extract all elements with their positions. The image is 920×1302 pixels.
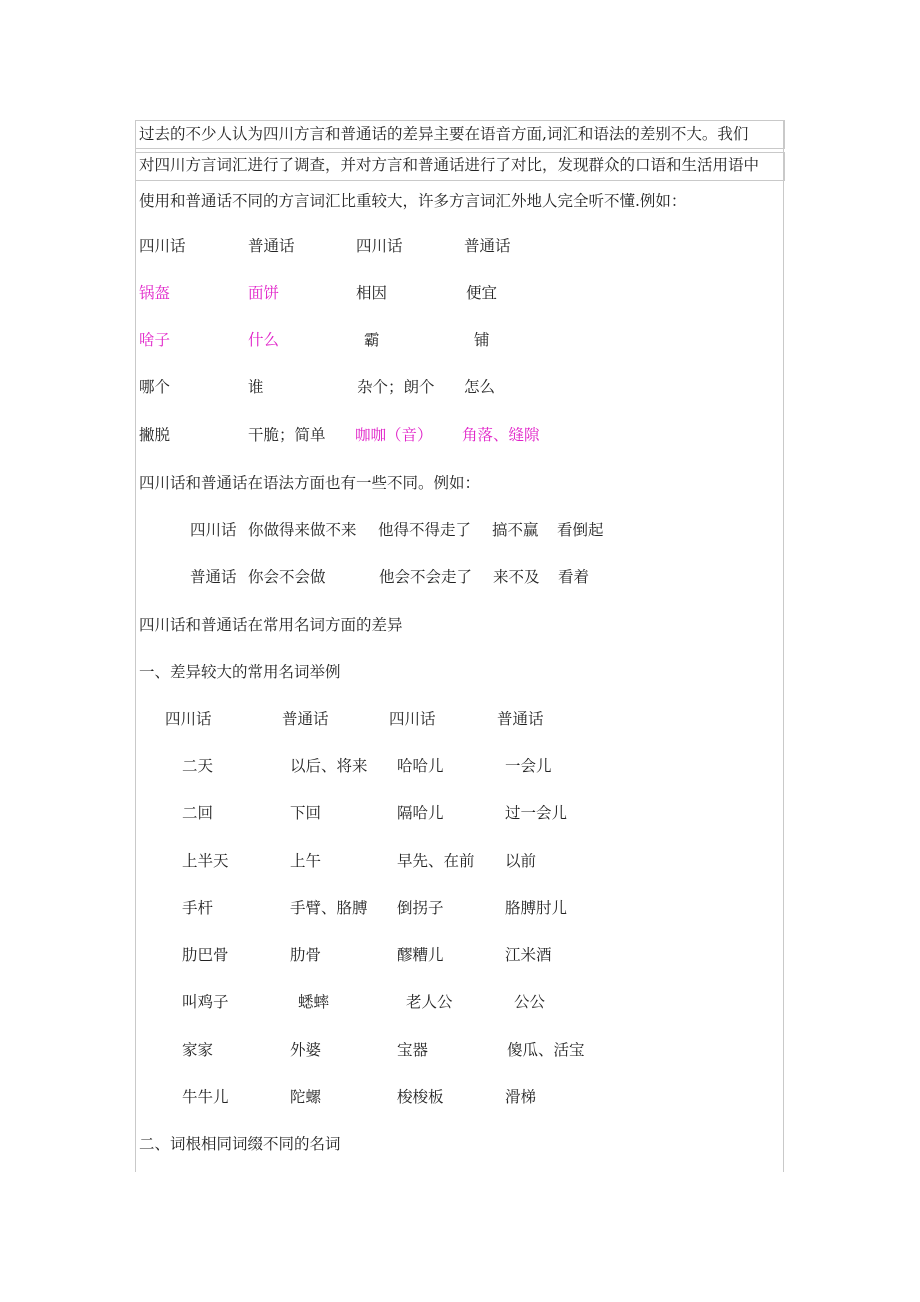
- noun-cell: 陀螺: [290, 1088, 322, 1106]
- grammar-sichuan-label: 四川话: [190, 521, 237, 539]
- intro-line-3: 使用和普通话不同的方言词汇比重较大，许多方言词汇外地人完全听不懂.例如：: [139, 192, 687, 210]
- vocab-header-putonghua-2: 普通话: [464, 237, 511, 255]
- noun-cell: 梭梭板: [397, 1088, 444, 1106]
- noun-cell: 手臂、胳膊: [290, 899, 368, 917]
- noun-cell: 叫鸡子: [182, 993, 229, 1011]
- nouns-title: 四川话和普通话在常用名词方面的差异: [139, 616, 403, 634]
- vocab-cell: 锅盔: [139, 284, 171, 302]
- noun-cell: 下回: [290, 804, 322, 822]
- section-1-title: 一、差异较大的常用名词举例: [139, 663, 341, 681]
- grammar-example: 看着: [558, 568, 590, 586]
- noun-cell: 上午: [290, 852, 322, 870]
- noun-cell: 江米酒: [505, 946, 552, 964]
- vocab-header-putonghua-1: 普通话: [248, 237, 295, 255]
- vocab-header-sichuan-2: 四川话: [356, 237, 403, 255]
- vocab-cell: 什么: [248, 331, 280, 349]
- vocab-cell: 咖咖（音）: [355, 426, 433, 444]
- vocab-cell: 撇脱: [139, 426, 171, 444]
- grammar-intro: 四川话和普通话在语法方面也有一些不同。例如：: [139, 474, 481, 492]
- nouns-header: 四川话: [165, 710, 212, 728]
- vocab-cell: 相因: [356, 284, 388, 302]
- noun-cell: 倒拐子: [397, 899, 444, 917]
- noun-cell: 哈哈儿: [397, 757, 444, 775]
- vocab-cell: 霸: [364, 331, 380, 349]
- noun-cell: 二回: [182, 804, 214, 822]
- grammar-putonghua-label: 普通话: [190, 568, 237, 586]
- vocab-cell: 角落、缝隙: [462, 426, 540, 444]
- vocab-cell: 谁: [248, 378, 264, 396]
- noun-cell: 手杆: [182, 899, 214, 917]
- noun-cell: 以后、将来: [290, 757, 368, 775]
- noun-cell: 家家: [182, 1041, 214, 1059]
- noun-cell: 二天: [182, 757, 214, 775]
- vocab-cell: 便宜: [466, 284, 498, 302]
- nouns-header: 四川话: [389, 710, 436, 728]
- vocab-cell: 啥子: [139, 331, 171, 349]
- intro-line-1: 过去的不少人认为四川方言和普通话的差异主要在语音方面,词汇和语法的差别不大。我们: [139, 125, 749, 143]
- vocab-header-sichuan-1: 四川话: [139, 237, 186, 255]
- noun-cell: 隔哈儿: [397, 804, 444, 822]
- noun-cell: 肋骨: [290, 946, 322, 964]
- noun-cell: 早先、在前: [397, 852, 475, 870]
- vocab-cell: 铺: [474, 331, 490, 349]
- noun-cell: 一会儿: [505, 757, 552, 775]
- vocab-cell: 面饼: [248, 284, 280, 302]
- noun-cell: 以前: [505, 852, 537, 870]
- noun-cell: 过一会儿: [505, 804, 568, 822]
- noun-cell: 宝器: [397, 1041, 429, 1059]
- intro-line-2: 对四川方言词汇进行了调查，并对方言和普通话进行了对比，发现群众的口语和生活用语中: [139, 156, 760, 174]
- noun-cell: 外婆: [290, 1041, 322, 1059]
- nouns-header: 普通话: [282, 710, 329, 728]
- noun-cell: 胳膊肘儿: [505, 899, 568, 917]
- noun-cell: 滑梯: [505, 1088, 537, 1106]
- grammar-example: 你做得来做不来: [248, 521, 357, 539]
- vocab-cell: 杂个；朗个: [357, 378, 435, 396]
- noun-cell: 肋巴骨: [182, 946, 229, 964]
- noun-cell: 上半天: [182, 852, 229, 870]
- noun-cell: 傻瓜、活宝: [507, 1041, 585, 1059]
- grammar-example: 搞不赢: [492, 521, 539, 539]
- grammar-example: 看倒起: [557, 521, 604, 539]
- vocab-cell: 哪个: [139, 378, 171, 396]
- table-border-left: [135, 120, 136, 1172]
- noun-cell: 公公: [514, 993, 546, 1011]
- grammar-example: 你会不会做: [248, 568, 326, 586]
- noun-cell: 牛牛儿: [182, 1088, 229, 1106]
- table-border-right: [783, 120, 784, 1172]
- grammar-example: 他得不得走了: [378, 521, 472, 539]
- noun-cell: 醪糟儿: [397, 946, 444, 964]
- section-2-title: 二、词根相同词缀不同的名词: [139, 1135, 341, 1153]
- vocab-cell: 怎么: [464, 378, 496, 396]
- vocab-cell: 干脆；简单: [248, 426, 326, 444]
- noun-cell: 蟋蟀: [298, 993, 330, 1011]
- grammar-example: 他会不会走了: [379, 568, 473, 586]
- noun-cell: 老人公: [406, 993, 453, 1011]
- grammar-example: 来不及: [493, 568, 540, 586]
- nouns-header: 普通话: [497, 710, 544, 728]
